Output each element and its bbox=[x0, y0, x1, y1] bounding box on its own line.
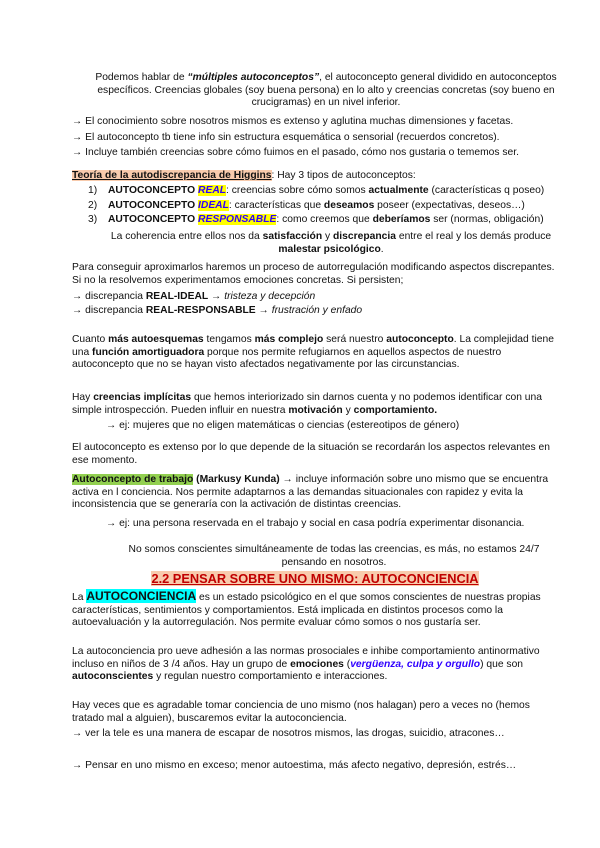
item-text: ser (normas, obligación) bbox=[430, 214, 544, 226]
text: entre el real y los demás produce bbox=[395, 231, 552, 242]
text: ) que son bbox=[480, 658, 524, 670]
text: La bbox=[72, 592, 87, 603]
example-line: → ej: una persona reservada en el trabajo y social en casa podría experimentar disonancia. bbox=[106, 518, 525, 529]
text: y regulan nuestro comportamiento e interacciones. bbox=[153, 671, 388, 683]
prosocial-paragraph bbox=[72, 646, 558, 684]
discrepancy-line bbox=[72, 291, 558, 304]
arrow-line: → Incluye también creencias sobre cómo fuimos en el pasado, cómo nos gustaria o tememos ser. bbox=[72, 147, 519, 158]
text: frustración y enfado bbox=[271, 305, 363, 316]
arrow-line: → El conocimiento sobre nosotros mismos es extenso y aglutina muchas dimensiones y facetas. bbox=[72, 116, 514, 127]
text: Cuanto bbox=[72, 334, 109, 345]
list-item bbox=[88, 185, 558, 198]
item-keyword: IDEAL bbox=[198, 199, 229, 211]
item-text: : creencias sobre cómo somos bbox=[226, 185, 369, 196]
arrow-line: → El autoconcepto tb tiene info sin estructura esquemática o sensorial (recuerdos concretos). bbox=[72, 132, 500, 143]
text: . bbox=[380, 243, 384, 255]
text: (Markusy Kunda) bbox=[193, 474, 280, 485]
selfawareness-paragraph bbox=[72, 590, 558, 630]
extensive-paragraph: El autoconcepto es extenso por lo que depende de la situación se recordarán los aspectos relevantes en ese momento. bbox=[72, 442, 550, 466]
text: autoconscientes bbox=[72, 671, 154, 683]
list-number: 1) bbox=[88, 185, 98, 196]
list-number: 2) bbox=[88, 199, 98, 211]
text: → discrepancia bbox=[72, 305, 146, 316]
text: tengamos bbox=[203, 334, 255, 345]
text: , el autoconcepto general dividido en autoconceptos específicos. Creencias globales (soy buena persona) en lo alto y creencias concretas (soy bueno en crucigramas) en un nivel inferior. bbox=[97, 72, 557, 109]
text: más complejo bbox=[254, 334, 324, 345]
emphasis: “múltiples autoconceptos” bbox=[187, 72, 320, 83]
list-item bbox=[88, 214, 558, 227]
coherence-paragraph bbox=[104, 231, 558, 256]
item-keyword: RESPONSABLE bbox=[198, 214, 277, 226]
text: → discrepancia bbox=[72, 291, 146, 302]
text: más autoesquemas bbox=[108, 334, 204, 345]
text: discrepancia bbox=[333, 231, 396, 242]
section-title bbox=[72, 573, 558, 588]
text: y bbox=[322, 231, 334, 242]
text: autoconcepto bbox=[386, 334, 454, 345]
item-keyword: REAL bbox=[198, 185, 227, 196]
text: que hemos interiorizado sin darnos cuenta y no podemos identificar con una simple introspección. Pueden influir en nuestra bbox=[72, 392, 542, 416]
text: ( bbox=[343, 658, 351, 670]
item-text: deseamos bbox=[323, 199, 375, 211]
item-text: AUTOCONCEPTO bbox=[108, 199, 199, 211]
item-text: deberíamos bbox=[372, 214, 431, 226]
heading-text: autodiscrepancia de Higgins bbox=[131, 170, 272, 181]
text: → bbox=[208, 291, 225, 302]
heading-text: Teoría de la bbox=[72, 170, 132, 181]
text: Hay bbox=[72, 392, 94, 403]
arrow-line: → ver la tele es una manera de escapar de nosotros mismos, las drogas, suicidio, atracones… bbox=[72, 728, 505, 739]
text: . La complejidad tiene una bbox=[72, 334, 554, 358]
text: creencias implícitas bbox=[93, 392, 192, 403]
item-text: : características que bbox=[228, 199, 324, 211]
text: y bbox=[342, 404, 354, 416]
item-text: (características q poseo) bbox=[428, 185, 545, 196]
highlight-term: AUTOCONCIENCIA bbox=[86, 589, 197, 603]
text: REAL-RESPONSABLE bbox=[145, 305, 256, 316]
text: satisfacción bbox=[262, 231, 323, 242]
higgins-heading bbox=[72, 170, 558, 183]
text: La autoconciencia pro ueve adhesión a las normas prosociales e inhibe comportamiento antinormativo incluso en niños de 3 /4 años. Hay un grupo de bbox=[72, 646, 540, 670]
multiple-selfconcepts-paragraph bbox=[78, 72, 574, 110]
item-text: actualmente bbox=[368, 185, 429, 196]
arrow-line: → Pensar en uno mismo en exceso; menor autoestima, más afecto negativo, depresión, estrés… bbox=[72, 760, 517, 771]
item-text: poseer (expectativas, deseos…) bbox=[374, 199, 525, 211]
text: malestar psicológico bbox=[278, 243, 381, 255]
complexity-paragraph bbox=[72, 334, 558, 372]
not-conscious-paragraph: No somos conscientes simultáneamente de todas las creencias, es más, no estamos 24/7 pensando en nosotros. bbox=[128, 544, 540, 568]
text: La coherencia entre ellos nos da bbox=[110, 231, 263, 242]
working-selfconcept-paragraph bbox=[72, 474, 558, 512]
list-item bbox=[88, 200, 558, 213]
selfconcept-types-list bbox=[88, 185, 558, 227]
text: emociones bbox=[290, 658, 344, 670]
highlight-term: Autoconcepto de trabajo bbox=[72, 474, 194, 485]
item-text: : como creemos que bbox=[276, 214, 373, 226]
discrepancy-line bbox=[72, 305, 558, 318]
heading-text: : Hay 3 tipos de autoconceptos: bbox=[271, 170, 416, 181]
text: REAL-IDEAL bbox=[145, 291, 209, 302]
list-number: 3) bbox=[88, 214, 98, 226]
item-text: AUTOCONCEPTO bbox=[108, 214, 199, 226]
text: es un estado psicológico en el que somos conscientes de nuestras propias características, sentimientos y comportamientos. Está implicada en distintos procesos como la autoevaluación y la autorregulación. Nos permite evaluar cómo somos o nos gustaría ser. bbox=[72, 592, 541, 629]
emotions-list: vergüenza, culpa y orgullo bbox=[350, 658, 481, 670]
text: motivación bbox=[288, 404, 343, 416]
text: comportamiento. bbox=[353, 404, 438, 416]
text: Podemos hablar de bbox=[95, 72, 188, 83]
implicit-beliefs-paragraph bbox=[72, 392, 558, 417]
section-title-text: 2.2 PENSAR SOBRE UNO MISMO: AUTOCONCIENCIA bbox=[151, 571, 479, 586]
text: porque nos permite refugiarnos en aquellos aspectos de nuestro autoconcepto que no se hayan visto afectados negativamente por las circunstancias. bbox=[72, 346, 502, 371]
text: será nuestro bbox=[323, 334, 387, 345]
text: tristeza y decepción bbox=[224, 291, 316, 302]
text: función amortiguadora bbox=[92, 346, 205, 358]
item-text: AUTOCONCEPTO bbox=[108, 185, 199, 196]
text: → bbox=[255, 305, 272, 316]
text: → incluye información sobre uno mismo que se encuentra activa en l conciencia. Nos permite adaptarnos a las demandas situacionales con rapidez y evita la inconsistencia que se generaría con la activación de distintas creencias. bbox=[72, 474, 549, 511]
example-line: → ej: mujeres que no eligen matemáticas o ciencias (estereotipos de género) bbox=[106, 420, 460, 431]
autoregulation-paragraph: Para conseguir aproximarlos haremos un proceso de autorregulación modificando aspectos discrepantes. Si no la resolvemos experimentamos emociones concretas. Si persisten; bbox=[72, 262, 555, 286]
avoid-selfawareness-paragraph: Hay veces que es agradable tomar conciencia de uno mismo (nos halagan) pero a veces no (hemos tratado mal a alguien), buscaremos evitar la autoconciencia. bbox=[72, 700, 530, 724]
